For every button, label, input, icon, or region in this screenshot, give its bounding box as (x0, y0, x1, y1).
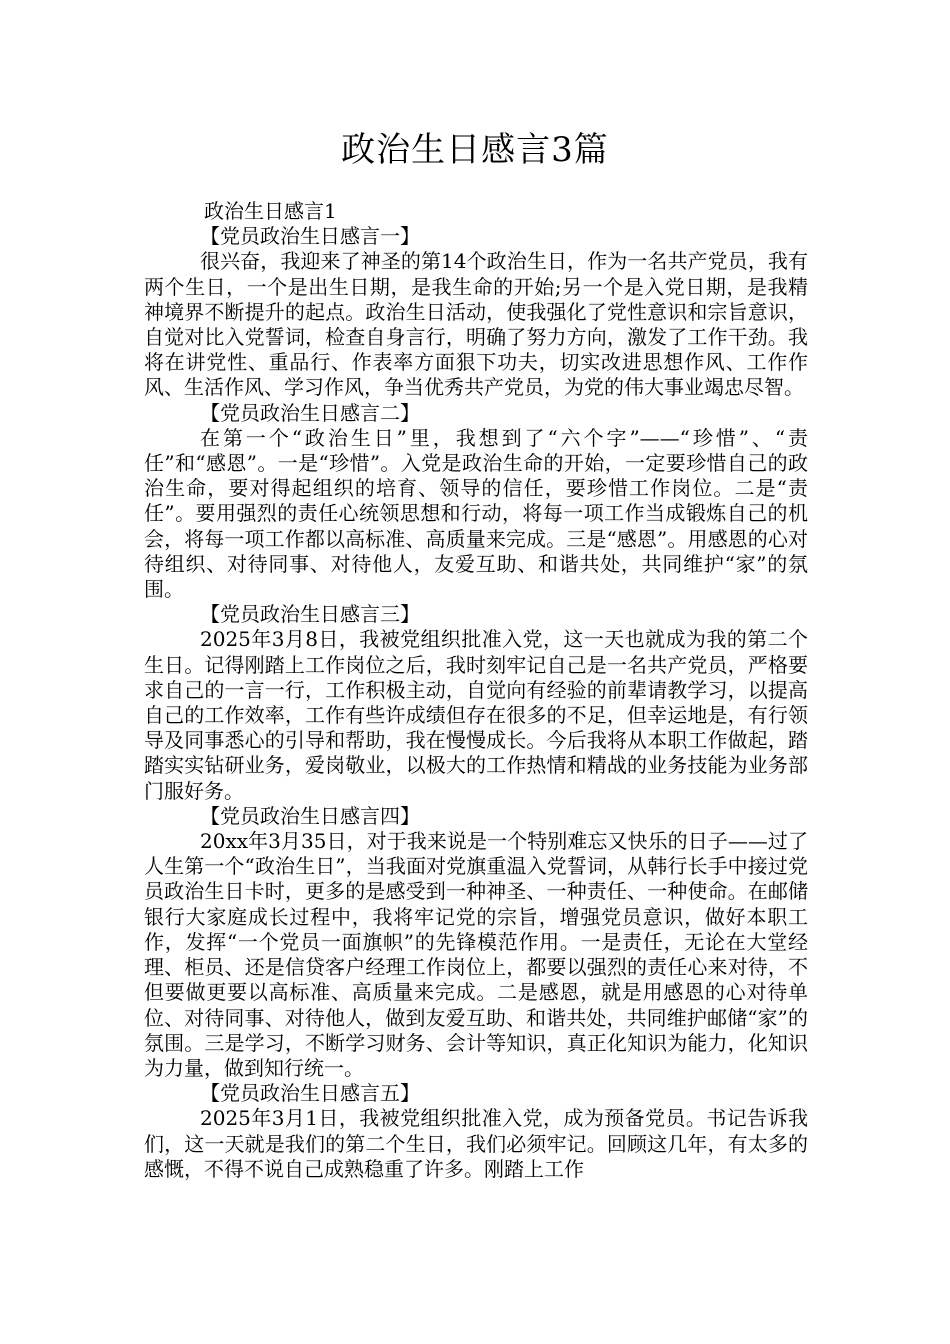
block-heading: 【党员政治生日感言三】 (200, 602, 420, 627)
block-paragraph: 20xx年3月35日，对于我来说是一个特别难忘又快乐的日子——过了人生第一个“政治生日”，当我面对党旗重温入党誓词，从韩行长手中接过党员政治生日卡时，更多的是感受到一种神圣、一种责任、一种使命。在邮储银行大家庭成长过程中，我将牢记党的宗旨，增强党员意识，做好本职工作，发挥“一个党员一面旗帜”的先锋模范作用。一是责任，无论在大堂经理、柜员、还是信贷客户经理工作岗位上，都要以强烈的责任心来对待，不但要做更要以高标准、高质量来完成。二是感恩，就是用感恩的心对待单位、对待同事、对待他人，做到友爱互助、和谐共处，共同维护邮储“家”的氛围。三是学习，不断学习财务、会计等知识，真正化知识为能力，化知识为力量，做到知行统一。 (144, 829, 808, 1080)
block-heading: 【党员政治生日感言一】 (200, 224, 420, 249)
document-body (144, 199, 808, 1182)
block-paragraph: 2025年3月1日，我被党组织批准入党，成为预备党员。书记告诉我们，这一天就是我们的第二个生日，我们必须牢记。回顾这几年，有太多的感慨，不得不说自己成熟稳重了许多。刚踏上工作 (144, 1106, 808, 1181)
section-label: 政治生日感言1 (204, 199, 337, 223)
block-heading: 【党员政治生日感言五】 (200, 1081, 420, 1106)
block-paragraph: 2025年3月8日，我被党组织批准入党，这一天也就成为我的第二个生日。记得刚踏上工作岗位之后，我时刻牢记自己是一名共产党员，严格要求自己的一言一行，工作积极主动，自觉向有经验的前辈请教学习，以提高自己的工作效率，工作有些许成绩但存在很多的不足，但幸运地是，有行领导及同事悉心的引导和帮助，我在慢慢成长。今后我将从本职工作做起，踏踏实实钻研业务，爱岗敬业，以极大的工作热情和精战的业务技能为业务部门服好务。 (144, 627, 808, 803)
block-paragraph: 很兴奋，我迎来了神圣的第14个政治生日，作为一名共产党员，我有两个生日，一个是出生日期，是我生命的开始;另一个是入党日期，是我精神境界不断提升的起点。政治生日活动，使我强化了党性意识和宗旨意识，自觉对比入党誓词，检查自身言行，明确了努力方向，激发了工作干劲。我将在讲党性、重品行、作表率方面狠下功夫，切实改进思想作风、工作作风、生活作风、学习作风，争当优秀共产党员，为党的伟大事业竭忠尽智。 (144, 249, 808, 400)
block-paragraph: 在第一个“政治生日”里，我想到了“六个字”——“珍惜”、“责任”和“感恩”。一是“珍惜”。入党是政治生命的开始，一定要珍惜自己的政治生命，要对得起组织的培育、领导的信任，要珍惜工作岗位。二是“责任”。要用强烈的责任心统领思想和行动，将每一项工作当成锻炼自己的机会，将每一项工作都以高标准、高质量来完成。三是“感恩”。用感恩的心对待组织、对待同事、对待他人，友爱互助、和谐共处，共同维护“家”的氛围。 (144, 425, 808, 602)
block-heading: 【党员政治生日感言四】 (200, 803, 420, 828)
document-title: 政治生日感言3篇 (341, 130, 609, 170)
block-heading: 【党员政治生日感言二】 (200, 400, 420, 425)
